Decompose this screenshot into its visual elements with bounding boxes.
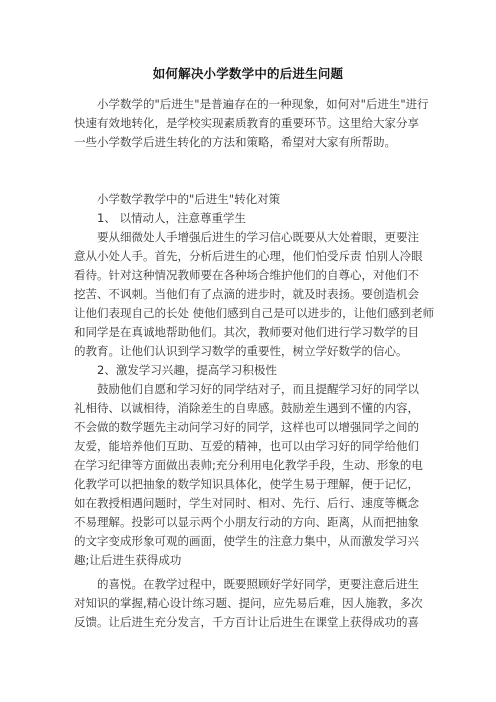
- continuation-line: 对知识的掌握,精心设计练习题、提问，应先易后难，因人施教，多次: [74, 596, 423, 610]
- item2-line: 友爱，能培养他们互助、互爱的精神，也可以由学习好的同学给他们: [74, 439, 419, 453]
- item2-line: 不会做的数学题先主动问学习好的同学，这样也可以增强同学之间的: [74, 420, 419, 434]
- continuation-line: 的喜悦。在教学过程中，既要照顾好学好同学，更要注意后进生: [97, 577, 419, 591]
- item1-line: 让他们表现自己的长处 使他们感到自己是可以进步的，让他们感到老师: [74, 306, 435, 320]
- item2-line: 的文字变成形象可观的画面，使学生的注意力集中，从而激发学习兴: [74, 534, 419, 548]
- section-heading: 小学数学教学中的"后进生"转化对策: [97, 192, 281, 206]
- intro-line: 一些小学数学后进生转化的方法和策略，希望对大家有所帮助。: [74, 135, 396, 149]
- item2-line: 如在教授相遇问题时，学生对同时、相对、先行、后行、速度等概念: [74, 496, 419, 510]
- item1-line: 的教育。让他们认识到学习数学的重要性，树立学好数学的信心。: [74, 344, 408, 358]
- item1-line: 挖苦、不讽刺。当他们有了点滴的进步时，就及时表扬。要创造机会: [74, 287, 419, 301]
- item2-line: 不易理解。投影可以显示两个小朋友行动的方向、距离，从而把抽象: [74, 515, 419, 529]
- continuation-line: 反馈。让后进生充分发言，千方百计让后进生在课堂上获得成功的喜: [74, 615, 419, 629]
- item2-line: 礼相待、以诚相待，消除差生的自卑感。鼓励差生遇到不懂的内容，: [74, 401, 419, 415]
- item2-line: 在学习纪律等方面做出表帅;充分利用电化教学手段，生动、形象的电: [74, 458, 423, 472]
- item2-heading: 2、激发学习兴趣，提高学习积极性: [97, 363, 277, 377]
- item1-line: 意从小处人手。首先，分析后进生的心理，他们怕受斥责 怕别人冷眼: [74, 249, 423, 263]
- item2-line: 化教学可以把抽象的数学知识具体化，使学生易于理解，便于记忆，: [74, 477, 419, 491]
- item2-line: 趣;让后进生获得成功: [74, 553, 182, 567]
- item1-line: 和同学是在真诚地帮助他们。其次，教师要对他们进行学习数学的目: [74, 325, 419, 339]
- item1-line: 看待。针对这种情况教师要在各种场合维护他们的自尊心，对他们不: [74, 268, 419, 282]
- intro-line: 小学数学的"后进生"是普遍存在的一种现象，如何对"后进生"进行: [97, 97, 429, 111]
- item2-line: 鼓励他们自愿和学习好的同学结对子，而且提醒学习好的同学以: [97, 382, 419, 396]
- document-title: 如何解决小学数学中的后进生问题: [152, 66, 344, 81]
- item1-heading: 1、 以情动人，注意尊重学生: [97, 211, 246, 225]
- item1-line: 要从细微处人手增强后进生的学习信心既要从大处着眼，更要注: [97, 230, 419, 244]
- intro-line: 快速有效地转化，是学校实现素质教育的重要环节。这里给大家分享: [74, 116, 419, 130]
